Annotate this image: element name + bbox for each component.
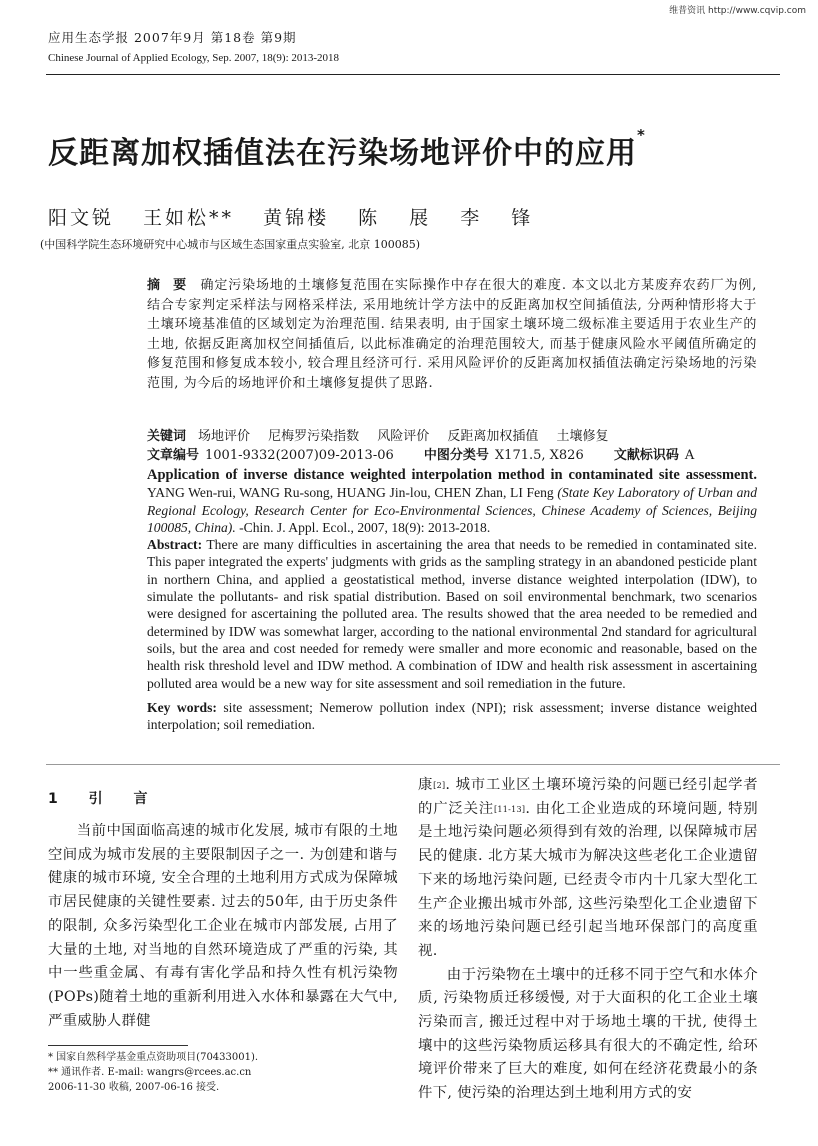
clc-label: 中图分类号 [423, 448, 489, 463]
section-rule [46, 764, 780, 765]
footnote-fund: * 国家自然科学基金重点资助项目(70433001). [48, 1052, 259, 1063]
keywords-cn-text: 场地评价 尼梅罗污染指数 风险评价 反距离加权插值 土壤修复 [198, 429, 609, 444]
header-rule [46, 74, 780, 75]
doc-code-label: 文献标识码 [613, 448, 679, 463]
body-column-right [418, 774, 758, 1106]
journal-header-cn: 应用生态学报 2007年9月 第18卷 第9期 [48, 30, 297, 45]
english-keywords: site assessment; Nemerow pollution index (NPI); risk assessment; inverse distance weighted interpolation; soil remediation. [147, 699, 758, 733]
body-column-left [48, 820, 398, 1033]
english-keywords-label: Key words: [147, 699, 217, 715]
article-meta-cn [147, 444, 694, 463]
keywords-cn [147, 425, 609, 444]
english-abstract-label: Abstract: [147, 537, 203, 553]
clc-number: X171.5, X826 [494, 448, 584, 463]
footnote-dates: 2006-11-30 收稿, 2007-06-16 接受. [48, 1082, 220, 1093]
english-affiliation: (State Key Laboratory of Urban and Regional Ecology, Research Center for Eco-Environmental Sciences, Chinese Academy of Sciences, Beijing 100085, China). [147, 485, 757, 535]
keywords-cn-label: 关键词 [147, 429, 187, 444]
affiliation: (中国科学院生态环境研究中心城市与区域生态国家重点实验室, 北京 100085) [40, 238, 421, 251]
journal-header-en: Chinese Journal of Applied Ecology, Sep. 2007, 18(9): 2013-2018 [48, 52, 340, 64]
abstract-cn-text: 确定污染场地的土壤修复范围在实际操作中存在很大的难度. 本文以北方某废弃农药厂为例, 结合专家判定采样法与网格采样法, 采用地统计学方法中的反距离加权空间插值法, 分两种情形将大于土壤环境基准值的区域划定为治理范围. 结果表明, 由于国家土壤环境二级标准主要适用于农业生产的土地, 依据反距离加权空间插值后, 以此标准确定的治理范围较大, 而基于健康风险水平阈值所确定的修复范围和修复成本较小, 较合理且经济可行. 采用风险评价的反距离加权插值法确定污染场地的污染范围, 为今后的场地评价和土壤修复提供了思路. [147, 278, 757, 391]
article-no-label: 文章编号 [147, 448, 200, 463]
abstract-cn-label: 摘 要 [147, 278, 191, 293]
english-authors: YANG Wen-rui, WANG Ru-song, HUANG Jin-lou, CHEN Zhan, LI Feng [147, 485, 554, 501]
body-paragraph: 康[2]. 城市工业区土壤环境污染的问题已经引起学者的广泛关注[11-13]. 由化工企业造成的环境问题, 特别是土地污染问题必须得到有效的治理, 以保障城市居民的健康. 北方某大城市为解决这些老化工企业遗留下来的场地污染问题, 已经责令市内十几家大型化工生产企业搬出城市外部, 这些污染型化工企业遗留下来的场地污染问题已经引起当地环保部门的高度重视. [418, 777, 759, 959]
footnotes [48, 1050, 258, 1095]
article-title: 反距离加权插值法在污染场地评价中的应用* [48, 126, 646, 171]
citation-ref: [2] [433, 781, 446, 790]
footnote-rule [48, 1045, 188, 1046]
english-citation: -Chin. J. Appl. Ecol., 2007, 18(9): 2013-2018. [239, 519, 491, 535]
citation-ref: [11-13] [493, 804, 526, 814]
english-abstract-text: There are many difficulties in ascertaining the area that needs to be remedied in contaminated site. This paper integrated the experts' judgments with grids as the sampling strategy in an abandoned pesticide plant in northern China, and applied a geostatistical method, inverse distance weighted interpolation (IDW), to simulate the pollutants- and risk spatial distribution. Based on soil environmental benchmark, two scenarios were designed for ascertaining the polluted area. The results showed that the area needed to be remedied and determined by IDW was somewhat larger, according to the national environmental 2nd standard for agricultural soils, but the area and cost needed for remedy were smaller and more economic and reasonable, based on the health risk threshold level and IDW method. A combination of IDW and health risk assessment in ascertaining polluted area would be a new way for site assessment and soil remediation in the future. [147, 537, 757, 691]
body-paragraph: 由于污染物在土壤中的迁移不同于空气和水体介质, 污染物质迁移缓慢, 对于大面积的化工企业土壤污染而言, 搬迁过程中对于场地土壤的干扰, 使得土壤中的这些污染物质运移具有很大的不确定性, 给环境评价带来了巨大的难度, 如何在经济花费最小的条件下, 使污染的治理达到土地利用方式的安 [418, 966, 758, 1102]
footnote-corresponding: ** 通讯作者. E-mail: wangrs@rcees.ac.cn [48, 1067, 252, 1078]
abstract-cn [147, 276, 757, 393]
watermark: 维普资讯 http://www.cqvip.com [669, 6, 806, 16]
body-paragraph: 当前中国面临高速的城市化发展, 城市有限的土地空间成为城市发展的主要限制因子之一. 为创建和谐与健康的城市环境, 安全合理的土地利用方式成为保障城市居民健康的关键性要素. 过去的50年, 由于历史条件的限制, 众多污染型化工企业在城市内部发展, 占用了大量的土地, 对当地的自然环境造成了严重的污染, 其中一些重金属、有毒有害化学品和持久性有机污染物(POPs)随着土地的重新利用进入水体和暴露在大气中, 严重威胁人群健 [48, 823, 398, 1029]
section-heading: 1 引 言 [48, 791, 150, 807]
english-abstract-block [147, 466, 757, 733]
title-footnote-mark: * [637, 126, 646, 144]
doc-code: A [684, 448, 695, 463]
author-list: 阳文锐 王如松** 黄锦楼 陈 展 李 锋 [48, 207, 534, 229]
english-title: Application of inverse distance weighted interpolation method in contaminated site assessment. [147, 467, 757, 483]
article-no: 1001-9332(2007)09-2013-06 [205, 448, 394, 463]
